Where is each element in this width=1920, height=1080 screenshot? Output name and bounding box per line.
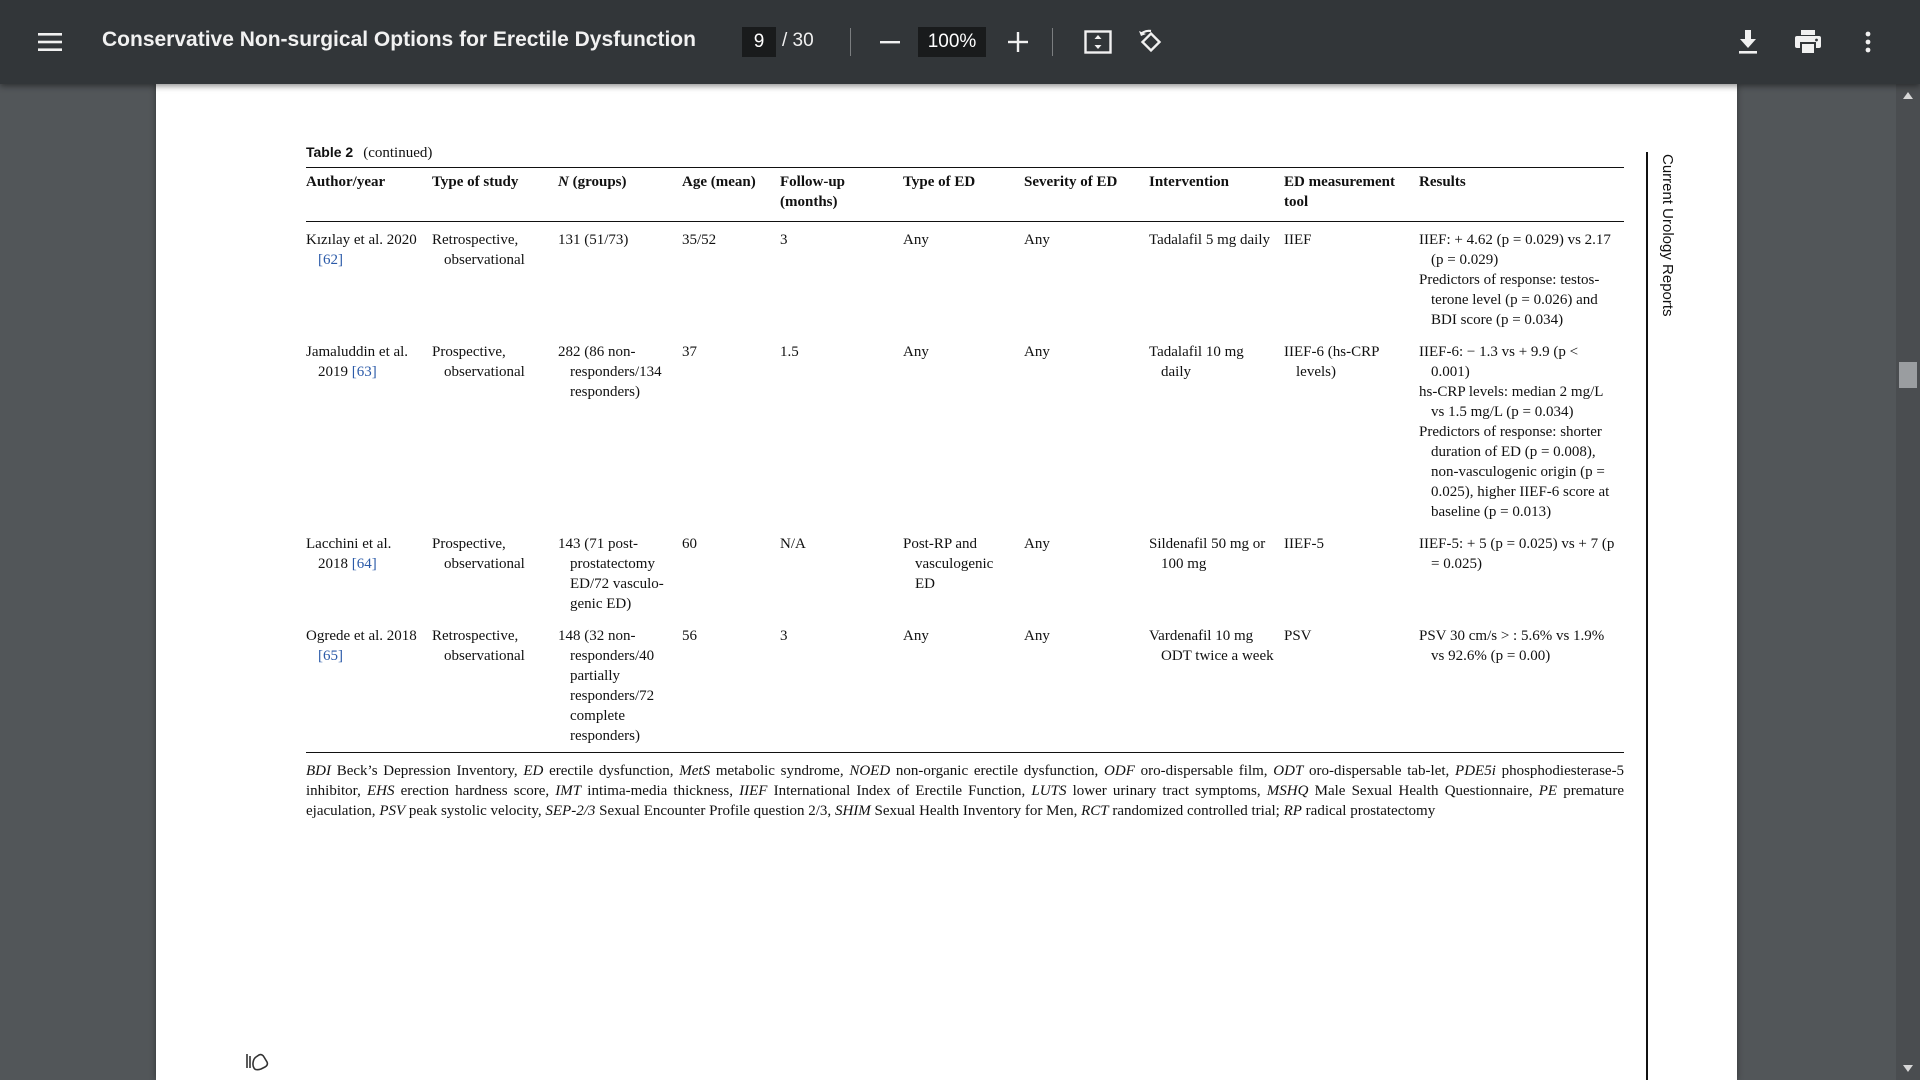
plus-icon	[1008, 32, 1028, 52]
cell-type: Retrospective, observational	[432, 618, 558, 753]
hand-pointer-icon	[244, 1050, 270, 1074]
footnote-abbr: MetS	[679, 763, 711, 779]
cell-follow-up: 3	[780, 618, 903, 753]
footnote-abbr: ODF	[1104, 763, 1135, 779]
footnote-abbr: RP	[1283, 803, 1302, 819]
cell-results	[1419, 618, 1624, 753]
footnote-abbr: PDE5i	[1455, 763, 1496, 779]
footnote-abbr: ED	[523, 763, 544, 779]
footnote-def: Male Sexual Health Questionnaire,	[1314, 783, 1533, 799]
print-button[interactable]	[1788, 22, 1828, 62]
table-footnote	[306, 761, 1624, 821]
header-n	[558, 168, 682, 222]
menu-button[interactable]	[30, 22, 70, 62]
cell-n: 131 (51/73)	[558, 232, 629, 248]
header-author: Author/year	[306, 168, 432, 222]
header-tool: ED measurement tool	[1284, 168, 1419, 222]
footnote-def: randomized controlled trial;	[1112, 803, 1280, 819]
cell-n: 143 (71 post-prostatectomy ED/72 vasculo-genic ED)	[558, 536, 664, 612]
footnote-def: lower urinary tract symptoms,	[1072, 783, 1261, 799]
table-row	[306, 334, 1624, 526]
page-number-input[interactable]: 9	[742, 27, 776, 57]
cell-intervention: Tadalafil 5 mg daily	[1149, 232, 1270, 248]
cell-severity: Any	[1024, 618, 1149, 753]
header-age: Age (mean)	[682, 168, 780, 222]
minus-icon	[880, 32, 900, 52]
cell-tool: PSV	[1284, 618, 1419, 753]
cell-results	[1419, 334, 1624, 526]
header-n-letter: N	[558, 174, 569, 190]
result-line: IIEF: + 4.62 (p = 0.029) vs 2.17 (p = 0.029)	[1419, 232, 1611, 268]
header-intervention: Intervention	[1149, 168, 1284, 222]
download-icon	[1738, 30, 1758, 54]
author-text: Lacchini et al. 2018	[306, 536, 392, 572]
footnote-def: erectile dysfunction,	[549, 763, 674, 779]
footnote-abbr: MSHQ	[1266, 783, 1309, 799]
footnote-abbr: PE	[1538, 783, 1558, 799]
cell-follow-up: 1.5	[780, 344, 799, 360]
zoom-out-button[interactable]	[870, 22, 910, 62]
footnote-def: intima-media thickness,	[587, 783, 733, 799]
table-row	[306, 526, 1624, 618]
cell-tool: IIEF-5	[1284, 536, 1324, 552]
header-follow-up: Follow-up (months)	[780, 168, 903, 222]
hand-tool-button[interactable]	[244, 1050, 270, 1074]
cell-author	[306, 618, 432, 753]
header-ed-type: Type of ED	[903, 168, 1024, 222]
footnote-def: Sexual Health Inventory for Men,	[874, 803, 1078, 819]
footnote-abbr: EHS	[366, 783, 395, 799]
header-n-rest: (groups)	[568, 174, 627, 190]
result-line: Predictors of response: shorter duration of ED (p = 0.008), non-vasculogenic origin (p = 0.025), higher IIEF-6 score at baseline (p = 0.013)	[1419, 424, 1610, 520]
footnote-def: International Index of Erectile Function,	[773, 783, 1026, 799]
scroll-down-arrow-icon[interactable]	[1903, 1065, 1913, 1072]
hamburger-menu-icon	[38, 32, 62, 52]
reference-link[interactable]: [64]	[351, 556, 377, 572]
table-row	[306, 618, 1624, 753]
cell-severity: Any	[1024, 344, 1050, 360]
cell-author	[306, 222, 432, 335]
rotate-icon	[1137, 28, 1165, 56]
cell-ed-type: Any	[903, 232, 929, 248]
table-row	[306, 222, 1624, 335]
cell-severity: Any	[1024, 536, 1050, 552]
header-type: Type of study	[432, 168, 558, 222]
footnote-abbr: SHIM	[834, 803, 871, 819]
footnote-def: phosphodiesterase-5 inhibitor,	[306, 763, 1625, 799]
more-actions-button[interactable]	[1848, 22, 1888, 62]
footnote-def: peak systolic velocity,	[408, 803, 542, 819]
result-line: IIEF-5: + 5 (p = 0.025) vs + 7 (p = 0.025)	[1419, 536, 1615, 572]
header-severity: Severity of ED	[1024, 168, 1149, 222]
cell-author	[306, 334, 432, 526]
cell-results	[1419, 222, 1624, 335]
cell-tool: IIEF	[1284, 232, 1312, 248]
cell-intervention: Tadalafil 10 mg daily	[1149, 344, 1244, 380]
footnote-def: non-organic erectile dysfunction,	[895, 763, 1099, 779]
cell-follow-up: N/A	[780, 536, 806, 552]
scroll-up-arrow-icon[interactable]	[1903, 92, 1913, 99]
footnote-def: radical prostatectomy	[1305, 803, 1436, 819]
footnote-def: oro-dispersable tab-let,	[1309, 763, 1450, 779]
printer-icon	[1795, 30, 1821, 54]
footnote-abbr: BDI	[306, 763, 331, 779]
page-content	[306, 142, 1624, 821]
cell-age: 60	[682, 536, 697, 552]
rotate-button[interactable]	[1131, 22, 1171, 62]
results-table	[306, 167, 1624, 753]
fit-page-icon	[1084, 30, 1112, 54]
cell-intervention: Vardenafil 10 mg ODT twice a week	[1149, 618, 1284, 753]
footnote-def: oro-dispersable film,	[1140, 763, 1268, 779]
toolbar-divider	[850, 28, 851, 56]
result-line: Predictors of response: testos-terone level (p = 0.026) and BDI score (p = 0.034)	[1419, 272, 1600, 328]
cell-author	[306, 526, 432, 618]
footnote-def: premature ejaculation,	[306, 783, 1625, 819]
cell-severity: Any	[1024, 232, 1050, 248]
footnote-def: Sexual Encounter Profile question 2/3,	[599, 803, 832, 819]
result-line: PSV 30 cm/s > : 5.6% vs 1.9% vs 92.6% (p = 0.00)	[1419, 628, 1605, 664]
cell-age: 56	[682, 618, 780, 753]
footnote-def: metabolic syndrome,	[715, 763, 844, 779]
page-total: / 30	[782, 30, 814, 51]
footnote-abbr: ODT	[1273, 763, 1304, 779]
footnote-abbr: NOED	[849, 763, 891, 779]
zoom-in-button[interactable]	[998, 22, 1038, 62]
footnote-abbr: RCT	[1081, 803, 1109, 819]
fit-to-page-button[interactable]	[1078, 22, 1118, 62]
cell-results	[1419, 526, 1624, 618]
zoom-level-input[interactable]: 100%	[918, 27, 986, 57]
cell-tool: IIEF-6 (hs-CRP levels)	[1284, 344, 1379, 380]
cell-ed-type: Post-RP and vasculogenic ED	[903, 536, 994, 592]
author-text: Kızılay et al. 2020	[306, 232, 417, 248]
table-caption	[306, 142, 1624, 163]
cell-intervention: Sildenafil 50 mg or 100 mg	[1149, 536, 1266, 572]
toolbar-divider	[1052, 28, 1053, 56]
reference-link[interactable]: [63]	[351, 364, 377, 380]
cell-type: Prospective, observational	[432, 536, 525, 572]
footnote-abbr: SEP-2/3	[545, 803, 596, 819]
cell-ed-type: Any	[903, 344, 929, 360]
reference-link[interactable]: [62]	[318, 252, 343, 268]
cell-type: Prospective, observational	[432, 344, 525, 380]
footnote-def: Beck’s Depression Inventory,	[336, 763, 518, 779]
table-continued: (continued)	[363, 145, 433, 161]
footnote-abbr: IMT	[555, 783, 582, 799]
cell-n: 282 (86 non-responders/134 responders)	[558, 344, 662, 400]
scroll-thumb[interactable]	[1899, 362, 1917, 388]
vertical-scrollbar[interactable]	[1896, 84, 1920, 1080]
cell-type: Retrospective, observational	[432, 232, 525, 268]
pdf-toolbar	[0, 0, 1920, 84]
result-line: IIEF-6: − 1.3 vs + 9.9 (p < 0.001)	[1419, 344, 1579, 380]
footnote-abbr: LUTS	[1031, 783, 1067, 799]
cell-age: 35/52	[682, 232, 717, 248]
footnote-abbr: PSV	[379, 803, 406, 819]
cell-n: 148 (32 non-responders/40 partially responders/72 complete responders)	[558, 618, 682, 753]
author-text: Jamaluddin et al. 2019	[306, 344, 409, 380]
table-header-row	[306, 168, 1624, 222]
cell-age: 37	[682, 344, 697, 360]
footnote-abbr: IIEF	[739, 783, 768, 799]
margin-rule	[1646, 152, 1648, 1080]
more-vertical-icon	[1865, 31, 1871, 53]
document-title: Conservative Non-surgical Options for Erectile Dysfunction	[102, 28, 696, 51]
journal-name: Current Urology Reports	[1659, 154, 1676, 317]
result-line: hs-CRP levels: median 2 mg/L vs 1.5 mg/L (p = 0.034)	[1419, 384, 1603, 420]
cell-follow-up: 3	[780, 232, 788, 248]
cell-ed-type: Any	[903, 618, 1024, 753]
footnote-def: erection hardness score,	[400, 783, 550, 799]
header-results: Results	[1419, 168, 1624, 222]
table-label: Table 2	[306, 144, 354, 160]
reference-link[interactable]: [65]	[318, 648, 343, 664]
download-button[interactable]	[1728, 22, 1768, 62]
author-text: Ogrede et al. 2018	[306, 628, 417, 644]
pdf-page	[156, 84, 1737, 1080]
